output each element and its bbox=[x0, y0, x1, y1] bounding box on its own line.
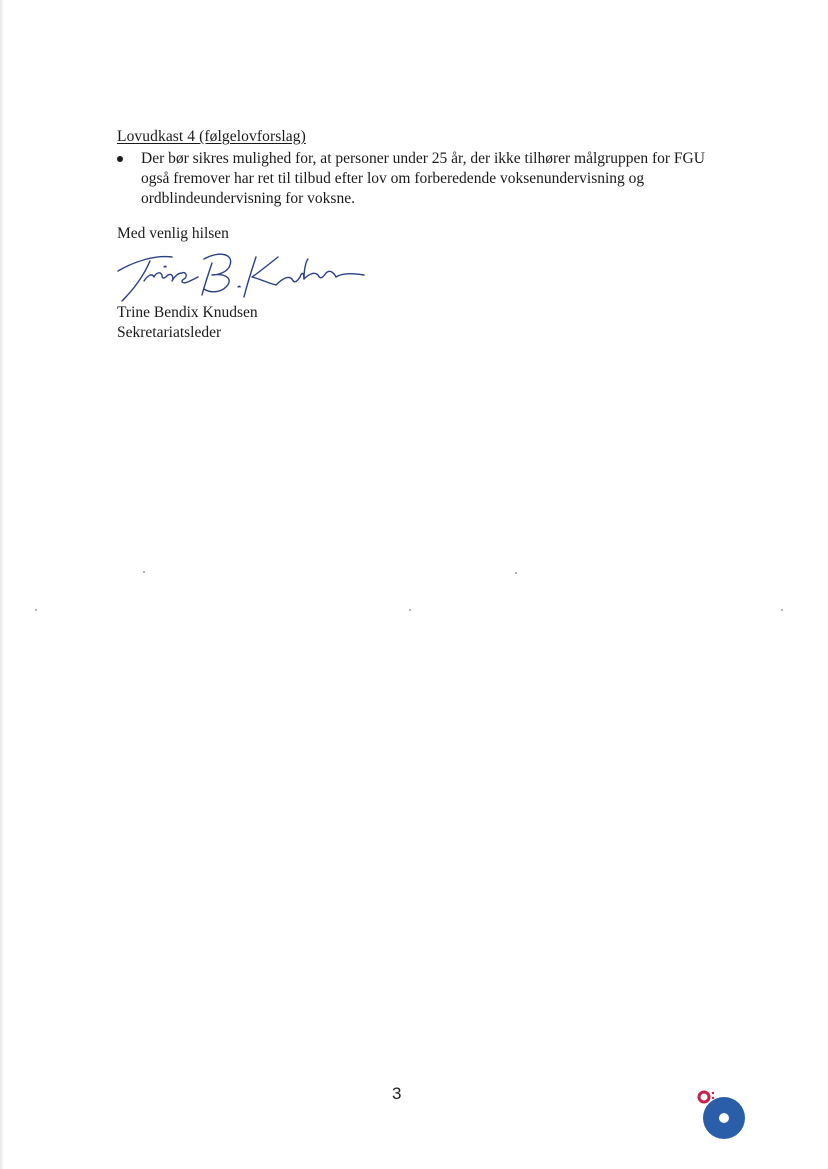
section-heading: Lovudkast 4 (følgelovforslag) bbox=[117, 128, 306, 145]
page-edge bbox=[0, 0, 4, 1169]
organization-logo-icon bbox=[693, 1087, 749, 1143]
signer-name: Trine Bendix Knudsen bbox=[117, 304, 258, 321]
signer-title: Sekretariatsleder bbox=[117, 324, 222, 341]
scan-speck bbox=[781, 609, 783, 611]
closing-greeting: Med venlig hilsen bbox=[117, 225, 229, 242]
bullet-item bbox=[117, 149, 737, 209]
handwritten-signature bbox=[110, 243, 370, 305]
scan-speck bbox=[409, 609, 411, 611]
scan-speck bbox=[143, 571, 145, 573]
scan-speck bbox=[35, 609, 37, 611]
bullet-text: Der bør sikres mulighed for, at personer under 25 år, der ikke tilhører målgruppen for FGU også fremover har ret til tilbud efter lov om forberedende voksenundervisning og ordblindeundervisning for voksne. bbox=[141, 150, 705, 207]
scan-speck bbox=[515, 572, 517, 574]
page-number: 3 bbox=[392, 1084, 402, 1103]
bullet-icon bbox=[117, 156, 123, 162]
bullet-list bbox=[117, 149, 737, 209]
